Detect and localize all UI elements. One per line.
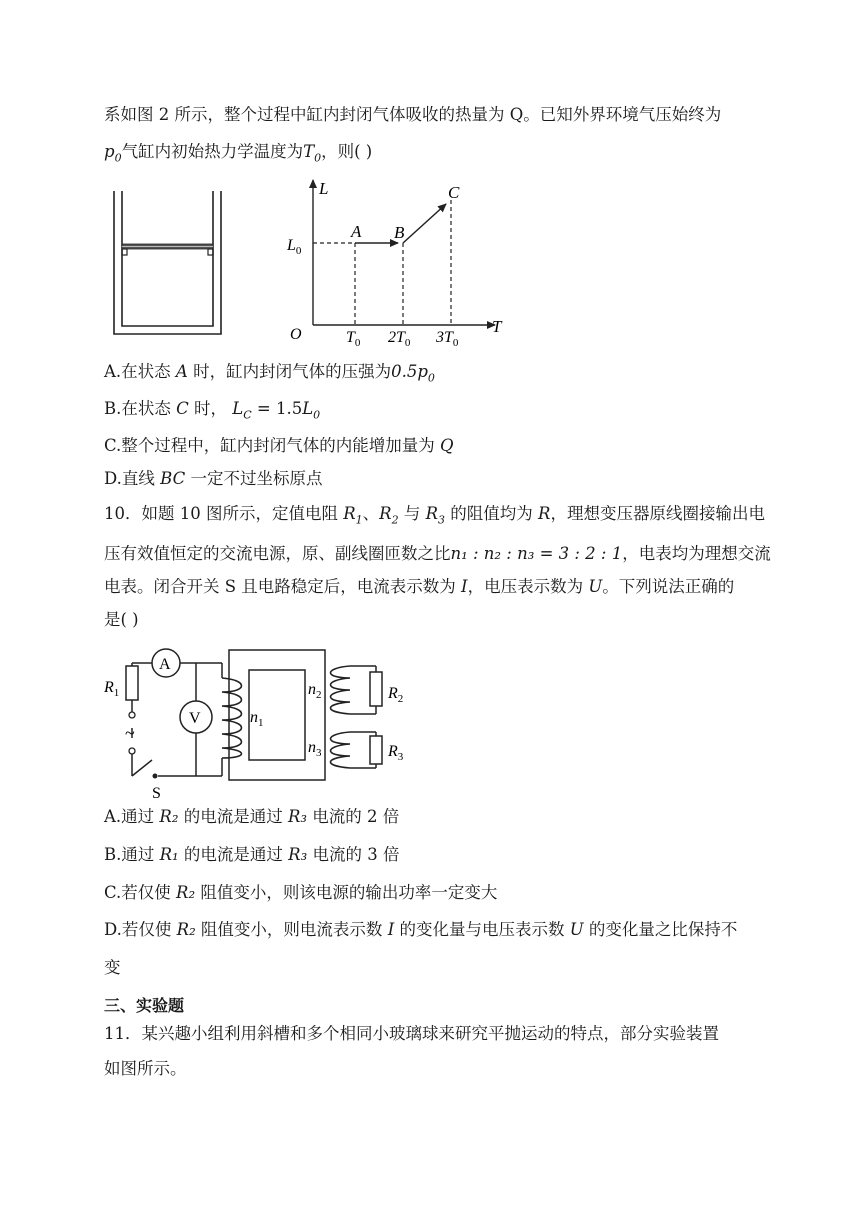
q9-option-c: C.整个过程中，缸内封闭气体的内能增加量为 Q — [104, 436, 454, 455]
x-tick-2t0: $2T_0$ — [388, 329, 411, 349]
transformer-circuit — [100, 640, 420, 800]
r1-label: $R_1$ — [104, 679, 120, 699]
secondary-coil-n3 — [331, 732, 377, 768]
q9-stem-line1 — [104, 104, 721, 126]
q10-stem-line3: 电表。闭合开关 S 且电路稳定后，电流表示数为 I，电压表示数为 U。下列说法正确的 — [104, 577, 735, 596]
segment-bc — [403, 204, 446, 243]
cylinder-figure — [104, 188, 230, 340]
q9-stem-line2-text: 气缸内初始热力学温度为 — [121, 142, 304, 161]
point-b-label: B — [394, 223, 405, 242]
q9-option-b: B.在状态 C 时， $L_C = 1.5L_0$ — [104, 399, 321, 422]
switch-contact — [153, 774, 158, 779]
y-axis-label: L — [319, 179, 329, 198]
q10-option-c: C.若仅使 R₂ 阻值变小，则该电源的输出功率一定变大 — [104, 883, 498, 902]
r3-label: $R_3$ — [388, 743, 404, 763]
cylinder-inner-wall — [122, 191, 213, 326]
r2-resistor — [370, 672, 382, 706]
n1-label: $n_1$ — [250, 709, 264, 729]
q9-t0: $T_0$ — [303, 142, 322, 165]
q9-option-a: A.在状态 A 时，缸内封闭气体的压强为$0.5p_0$ — [104, 362, 435, 385]
y-tick-l0: $L_0$ — [287, 237, 302, 257]
point-c-label: C — [448, 183, 460, 202]
source-terminal-top — [129, 712, 135, 718]
q9-stem-line2-end: ，则( ) — [321, 142, 373, 161]
r3-resistor — [370, 736, 382, 764]
q10-option-b: B.通过 R₁ 的电流是通过 R₃ 电流的 3 倍 — [104, 845, 400, 864]
q10-stem-line2: 压有效值恒定的交流电源，原、副线圈匝数之比n₁ : n₂ : n₃ = 3 : 2 : 1，电表均为理想交流 — [104, 544, 771, 563]
ammeter-label: A — [159, 656, 171, 673]
switch-label: S — [152, 785, 161, 800]
cylinder-outer-wall — [114, 191, 221, 334]
n2-label: $n_2$ — [308, 681, 322, 701]
q9-option-d: D.直线 BC 一定不过坐标原点 — [104, 469, 323, 488]
q11-stem-line2: 如图所示。 — [104, 1059, 187, 1078]
x-tick-3t0: $3T_0$ — [436, 329, 459, 349]
q10-option-a: A.通过 R₂ 的电流是通过 R₃ 电流的 2 倍 — [104, 807, 400, 826]
q10-stem-line4: 是( ) — [104, 610, 139, 629]
r1-resistor — [126, 666, 138, 700]
n3-label: $n_3$ — [308, 739, 322, 759]
ac-source-symbol: ~ — [125, 723, 135, 743]
q10-option-d: D.若仅使 R₂ 阻值变小，则电流表示数 I 的变化量与电压表示数 U 的变化量之比保持不 — [104, 920, 738, 939]
q10-option-d-cont: 变 — [104, 958, 121, 977]
q11-stem-line1: 11．某兴趣小组利用斜槽和多个相同小玻璃球来研究平抛运动的特点，部分实验装置 — [104, 1024, 719, 1043]
l-t-graph — [282, 170, 512, 350]
x-axis-label: T — [492, 317, 502, 336]
origin-label: O — [290, 326, 302, 343]
primary-coil — [222, 678, 242, 758]
q9-stem-line2 — [104, 141, 372, 169]
piston — [122, 244, 213, 249]
r2-label: $R_2$ — [388, 685, 404, 705]
section-heading: 三、实验题 — [104, 996, 185, 1015]
q10-stem-line1: 10．如题 10 图所示，定值电阻 $R_1$、$R_2$ 与 $R_3$ 的阻值均为 R，理想变压器原线圈接输出电 — [104, 504, 765, 527]
q9-stem-text: 系如图 2 所示，整个过程中缸内封闭气体吸收的热量为 Q。已知外界环境气压始终为 — [104, 105, 722, 124]
q9-p0: $p_0$ — [104, 142, 122, 165]
x-tick-t0: $T_0$ — [346, 329, 361, 349]
secondary-coil-n2 — [331, 666, 377, 714]
turns-ratio: n₁ : n₂ : n₃ = 3 : 2 : 1 — [450, 544, 623, 563]
source-terminal-bottom — [129, 748, 135, 754]
voltmeter-label: V — [189, 710, 201, 727]
point-a-label: A — [351, 222, 362, 241]
